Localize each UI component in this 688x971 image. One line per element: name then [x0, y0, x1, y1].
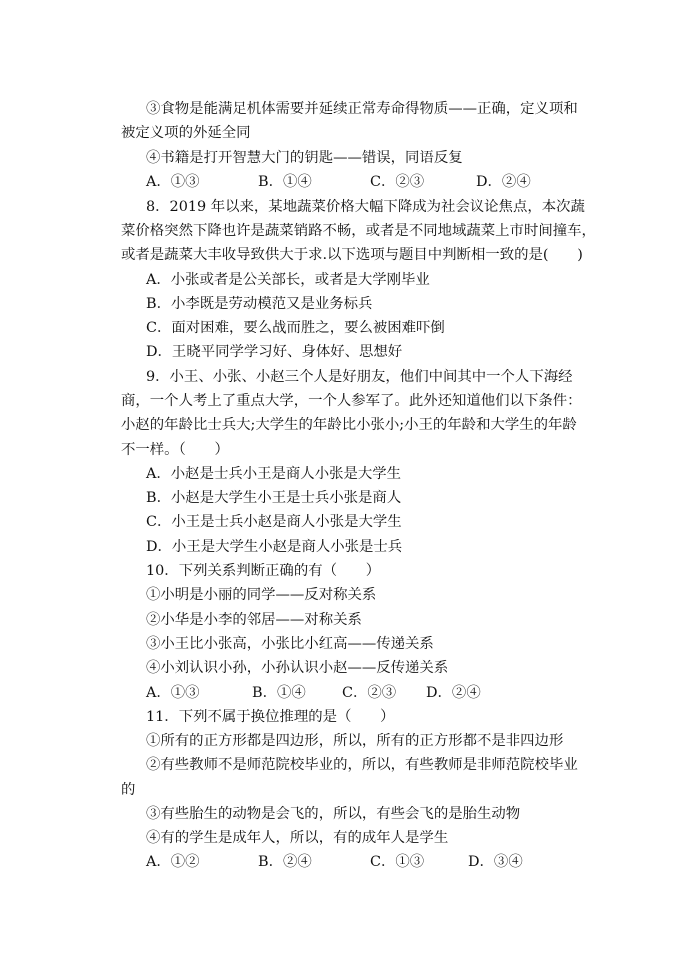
- q10-options: [146, 683, 566, 703]
- q11-option-a: A．①②: [146, 854, 200, 870]
- q9-option-a: A．小赵是士兵小王是商人小张是大学生: [146, 466, 402, 482]
- q11-stem: 11．下列不属于换位推理的是（ ）: [146, 709, 395, 725]
- q11-options: [146, 852, 566, 872]
- q9-option-c: C．小王是士兵小赵是商人小张是大学生: [146, 514, 402, 530]
- q10-option-a: A．①③: [146, 685, 200, 701]
- q9-stem-line-4: 不一样。（ ）: [121, 442, 229, 458]
- q7-item-3-line-1: ③食物是能满足机体需要并延续正常寿命得物质——正确，定义项和: [146, 101, 578, 117]
- q7-options: [146, 172, 566, 192]
- q8-stem-line-2: 菜价格突然下降也许是蔬菜销路不畅，或者是不同地域蔬菜上市时间撞车，: [121, 223, 596, 239]
- q7-item-4: ④书籍是打开智慧大门的钥匙——错误，同语反复: [146, 150, 463, 166]
- q10-option-c: C．②③: [342, 685, 397, 701]
- q11-item-2-line-2: 的: [121, 782, 136, 798]
- q11-item-1: ①所有的正方形都是四边形，所以，所有的正方形都不是非四边形: [146, 733, 564, 749]
- q10-item-4: ④小刘认识小孙，小孙认识小赵——反传递关系: [146, 660, 449, 676]
- q10-item-1: ①小明是小丽的同学——反对称关系: [146, 587, 377, 603]
- q10-stem: 10．下列关系判断正确的有（ ）: [146, 563, 381, 579]
- q11-option-b: B．②④: [258, 854, 312, 870]
- q10-item-3: ③小王比小张高，小张比小红高——传递关系: [146, 636, 434, 652]
- q8-option-a: A．小张或者是公关部长，或者是大学刚毕业: [146, 272, 430, 288]
- q8-stem-line-1: 8．2019 年以来，某地蔬菜价格大幅下降成为社会议论焦点，本次蔬: [146, 199, 585, 215]
- q8-option-d: D．王晓平同学学习好、身体好、思想好: [146, 344, 403, 360]
- q9-option-d: D．小王是大学生小赵是商人小张是士兵: [146, 539, 403, 555]
- q8-option-b: B．小李既是劳动模范又是业务标兵: [146, 296, 373, 312]
- q11-option-d: D．③④: [468, 854, 523, 870]
- q9-stem-line-1: 9．小王、小张、小赵三个人是好朋友，他们中间其中一个人下海经: [146, 369, 573, 385]
- q7-option-c: C．②③: [370, 174, 425, 190]
- q9-stem-line-3: 小赵的年龄比士兵大;大学生的年龄比小张小;小王的年龄和大学生的年龄: [121, 417, 577, 433]
- q10-option-b: B．①④: [252, 685, 306, 701]
- q10-option-d: D．②④: [426, 685, 481, 701]
- q7-option-d: D．②④: [476, 174, 531, 190]
- q11-item-2-line-1: ②有些教师不是师范院校毕业的，所以，有些教师是非师范院校毕业: [146, 757, 578, 773]
- q7-option-b: B．①④: [258, 174, 312, 190]
- q11-item-4: ④有的学生是成年人，所以，有的成年人是学生: [146, 830, 449, 846]
- q9-stem-line-2: 商，一个人考上了重点大学，一个人参军了。此外还知道他们以下条件：: [121, 393, 582, 409]
- q10-item-2: ②小华是小李的邻居——对称关系: [146, 612, 362, 628]
- q7-item-3-line-2: 被定义项的外延全同: [121, 125, 251, 141]
- q7-option-a: A．①③: [146, 174, 200, 190]
- q11-item-3: ③有些胎生的动物是会飞的，所以，有些会飞的是胎生动物: [146, 806, 521, 822]
- q11-option-c: C．①③: [370, 854, 425, 870]
- q9-option-b: B．小赵是大学生小王是士兵小张是商人: [146, 490, 402, 506]
- q8-stem-line-3: 或者是蔬菜大丰收导致供大于求.以下选项与题目中判断相一致的是( ): [121, 247, 583, 263]
- q8-option-c: C．面对困难，要么战而胜之，要么被困难吓倒: [146, 320, 445, 336]
